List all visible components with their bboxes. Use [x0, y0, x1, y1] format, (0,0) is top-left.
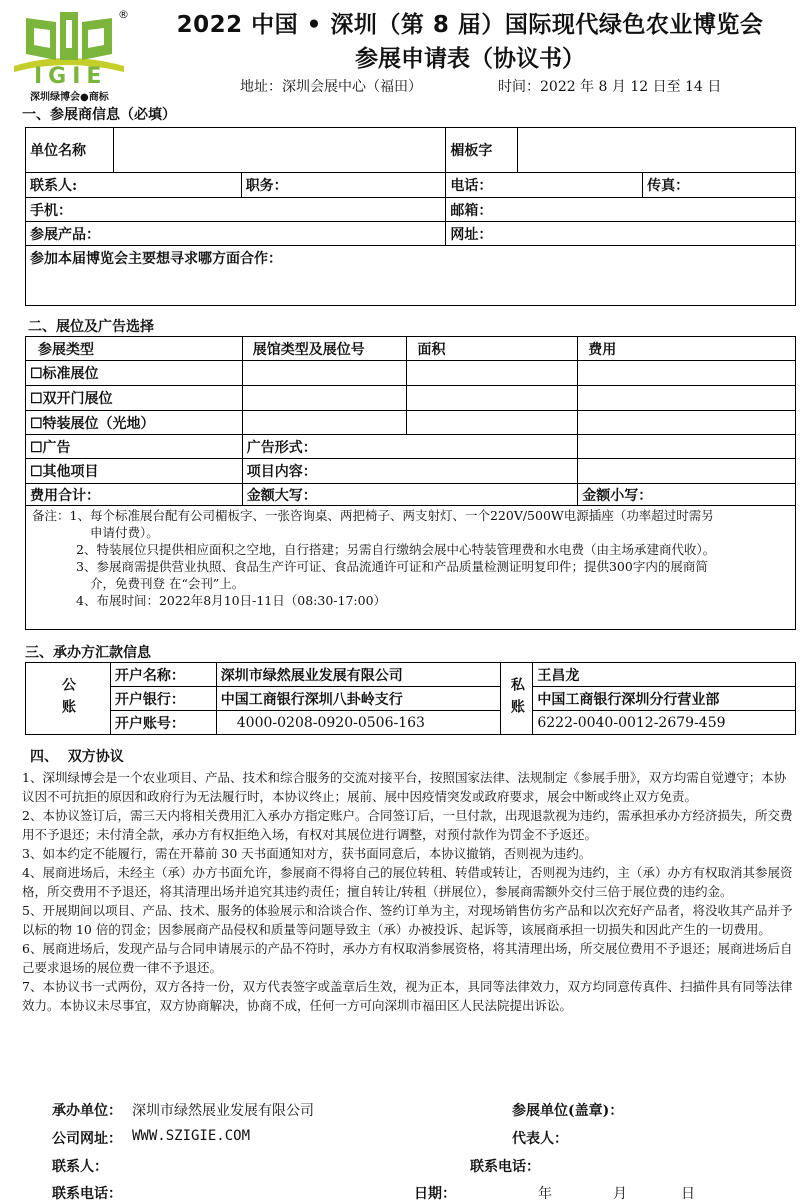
booth-selection-table	[25, 336, 796, 506]
registered-mark: ®	[118, 8, 129, 21]
standard-booth-checkbox[interactable]: ☐标准展位	[26, 361, 243, 386]
double-door-booth-checkbox[interactable]: ☐双开门展位	[26, 386, 243, 411]
table-cell[interactable]	[407, 361, 578, 386]
clause-5: 5、开展期间以项目、产品、技术、服务的体验展示和洽谈合作、签约订单为主，对现场销售仿劣产品和以次充好产品者，将没收其产品并予以标的物 10 倍的罚金；因参展商产品侵权和质量等问题导致主（承）办被投诉、起诉等，该展商承担一切损失和因此产生的一切费用。	[22, 903, 793, 937]
public-bank: 中国工商银行深圳八卦岭支行	[216, 687, 501, 711]
unit-name-label: 单位名称	[26, 128, 114, 173]
position-label: 职务：	[241, 173, 446, 198]
table-cell[interactable]	[242, 411, 407, 435]
private-account-label: 私账	[501, 663, 533, 735]
account-no-label: 开户账号：	[110, 711, 216, 735]
signature-phone-label: 联系电话：	[52, 1186, 122, 1202]
amount-lower-label: 金额小写：	[578, 484, 796, 506]
col-area: 面积	[407, 337, 578, 361]
website-label: 网址：	[446, 222, 796, 246]
phone-label: 电话：	[446, 173, 643, 198]
col-fee: 费用	[578, 337, 796, 361]
exhibitor-info-table	[25, 127, 796, 306]
table-cell[interactable]	[242, 361, 407, 386]
date-year: 年	[538, 1186, 552, 1202]
agreement-clauses	[22, 768, 796, 1015]
representative-label: 代表人：	[512, 1131, 568, 1147]
ad-checkbox[interactable]: ☐广告	[26, 435, 243, 459]
public-account-name: 深圳市绿然展业发展有限公司	[216, 663, 501, 687]
amount-upper-label: 金额大写：	[242, 484, 578, 506]
clause-2: 2、本协议签订后，需三天内将相关费用汇入承办方指定账户。合同签订后，一旦付款，出现退款视为违约，需承担承办方经济损失，所交费用不予退还；未付清全款，承办方有权拒绝入场，有权对其展位进行调整，对预付款作为罚金不予返还。	[22, 808, 793, 842]
logo-acronym: IGIE	[34, 64, 108, 89]
page-title: 2022 中国 • 深圳（第 8 届）国际现代绿色农业博览会	[176, 12, 764, 38]
signature-contact-label: 联系人：	[52, 1159, 108, 1175]
igie-logo	[6, 8, 136, 103]
note-line: 备注：1、每个标准展台配有公司楣板字、一张咨询桌、两把椅子、两支射灯、一个220V/500W电源插座（功率超过时需另	[32, 508, 714, 523]
date-month: 月	[613, 1186, 627, 1202]
table-cell[interactable]	[407, 411, 578, 435]
fax-label: 传真：	[643, 173, 796, 198]
signature-contact-phone-label: 联系电话：	[470, 1159, 540, 1175]
section3-heading: 三、承办方汇款信息	[25, 645, 151, 661]
date-label: 日期：	[414, 1186, 456, 1202]
raw-space-booth-checkbox[interactable]: ☐特装展位（光地）	[26, 411, 243, 435]
table-cell[interactable]	[578, 435, 796, 459]
page-subtitle: 参展申请表（协议书）	[355, 46, 585, 72]
unit-name-field[interactable]	[113, 128, 446, 173]
products-label: 参展产品：	[26, 222, 446, 246]
col-type: 参展类型	[26, 337, 243, 361]
table-cell[interactable]	[578, 386, 796, 411]
mobile-label: 手机：	[26, 198, 446, 222]
total-label: 费用合计：	[26, 484, 243, 506]
fascia-label: 楣板字	[446, 128, 518, 173]
event-time: 时间：2022 年 8 月 12 日至 14 日	[498, 79, 722, 95]
clause-6: 6、展商进场后，发现产品与合同申请展示的产品不符时，承办方有权取消参展资格，将其清理出场，所交展位费用不予退还；展商进场后自己要求退场的展位费一律不予退还。	[22, 941, 793, 975]
section2-heading: 二、展位及广告选择	[28, 319, 154, 335]
note-line: 2、特装展位只提供相应面积之空地，自行搭建；另需自行缴纳会展中心特装管理费和水电费（由主场承建商代收）。	[76, 542, 716, 557]
public-account-no: 4000-0208-0920-0506-163	[216, 711, 501, 735]
fascia-field[interactable]	[518, 128, 796, 173]
venue-address: 地址：深圳会展中心（福田）	[240, 79, 422, 95]
table-cell[interactable]	[578, 411, 796, 435]
note-line: 介，免费刊登 在“会刊”上。	[90, 576, 245, 591]
clause-7: 7、本协议书一式两份，双方各持一份，双方代表签字或盖章后生效，视为正本，具同等法律效力，双方均同意传真件、扫描件具有同等法律效力。本协议未尽事宜，双方协商解决，协商不成，任何一方可向深圳市福田区人民法院提出诉讼。	[22, 979, 793, 1013]
private-account-name: 王昌龙	[533, 663, 796, 687]
section1-heading: 一、参展商信息（必填）	[22, 107, 176, 123]
date-day: 日	[681, 1186, 695, 1202]
cooperation-field[interactable]: 参加本届博览会主要想寻求哪方面合作：	[26, 246, 796, 306]
company-website-label: 公司网址：	[52, 1131, 122, 1147]
company-website[interactable]: WWW.SZIGIE.COM	[132, 1128, 251, 1144]
clause-1: 1、深圳绿博会是一个农业项目、产品、技术和综合服务的交流对接平台，按照国家法律、法规制定《参展手册》，双方均需自觉遵守；本协议因不可抗拒的原因和政府行为无法履行时，本协议终止；展前、展中因疫情突发或政府要求，展会中断或终止双方免责。	[22, 770, 787, 804]
note-line: 申请付费）。	[90, 525, 159, 540]
booth-notes	[25, 505, 796, 630]
note-line: 3、参展商需提供营业执照、食品生产许可证、食品流通许可证和产品质量检测证明复印件；提供300字内的展商简	[76, 559, 708, 574]
clause-4: 4、展商进场后，未经主（承）办方书面允许，参展商不得将自己的展位转租、转借或转让，否则视为违约，主（承）办方有权取消其参展资格，所交费用不予退还，将其清理出场并追究其违约责任；擅自转让/转租（拼展位），参展商需额外交付三倍于展位费的违约金。	[22, 865, 793, 899]
ad-form-label: 广告形式：	[242, 435, 578, 459]
account-name-label: 开户名称：	[110, 663, 216, 687]
logo-caption: 深圳绿博会●商标	[30, 92, 109, 103]
table-cell[interactable]	[242, 386, 407, 411]
email-label: 邮箱：	[446, 198, 796, 222]
exhibitor-seal-label: 参展单位(盖章)：	[512, 1103, 624, 1119]
other-content-label: 项目内容：	[242, 459, 578, 484]
remittance-table	[25, 662, 796, 735]
table-cell[interactable]	[578, 459, 796, 484]
table-cell[interactable]	[578, 361, 796, 386]
private-bank: 中国工商银行深圳分行营业部	[533, 687, 796, 711]
other-checkbox[interactable]: ☐其他项目	[26, 459, 243, 484]
contact-label: 联系人:	[26, 173, 242, 198]
table-cell[interactable]	[407, 386, 578, 411]
organizer-label: 承办单位：	[52, 1103, 122, 1119]
public-account-label: 公账	[26, 663, 111, 735]
clause-3: 3、如本约定不能履行，需在开幕前 30 天书面通知对方，获书面同意后，本协议撤销，否则视为违约。	[22, 846, 592, 861]
section4-heading: 四、 双方协议	[30, 749, 124, 765]
bank-label: 开户银行：	[110, 687, 216, 711]
organizer-name: 深圳市绿然展业发展有限公司	[132, 1103, 314, 1119]
private-account-no: 6222-0040-0012-2679-459	[533, 711, 796, 735]
note-line: 4、布展时间：2022年8月10日-11日（08:30-17:00）	[76, 593, 387, 608]
col-hall: 展馆类型及展位号	[242, 337, 407, 361]
